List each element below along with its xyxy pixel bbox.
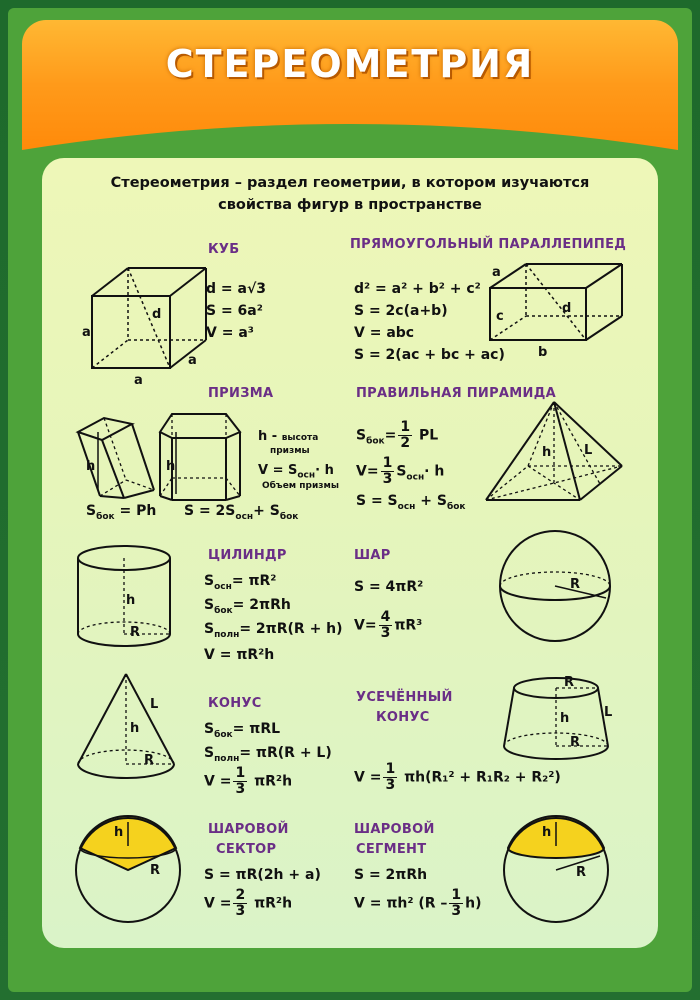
cylinder-label-h: h: [126, 593, 136, 608]
segment-heading-line-2: СЕГМЕНТ: [356, 842, 427, 857]
prism-volume-note: Объем призмы: [262, 481, 339, 491]
segment-label-R: R: [576, 865, 587, 880]
segment-formula-volume: V = πh² (R – $\frac{1}{3}$ h): [354, 887, 482, 919]
sector-formula-area: S = πR(2h + a): [204, 867, 321, 883]
cone-label-R: R: [144, 753, 155, 768]
pyramid-formula-volume: V= $\frac{1}{3}$ $S_{осн}\cdot h$: [356, 455, 445, 487]
cone-formula-lateral: $S_{бок}= \pi RL$: [204, 721, 281, 740]
prism-height-note: призмы: [270, 446, 310, 456]
frustum-label-L: L: [604, 705, 613, 720]
cylinder-label-R: R: [130, 625, 141, 640]
prism-formula-full: $S = 2S_{осн}+ S_{бок}$: [184, 503, 299, 522]
cube-label-a-left: a: [82, 325, 91, 340]
parallelepiped-label-d: d: [562, 301, 572, 316]
pyramid-heading: ПРАВИЛЬНАЯ ПИРАМИДА: [356, 386, 556, 401]
parallelepiped-heading: ПРЯМОУГОЛЬНЫЙ ПАРАЛЛЕПИПЕД: [350, 237, 627, 252]
cone-label-L: L: [150, 697, 159, 712]
frustum-heading-line-1: УСЕЧЁННЫЙ: [356, 690, 453, 705]
frustum-label-R2: R: [570, 735, 581, 750]
poster-title: СТЕРЕОМЕТРИЯ: [165, 42, 535, 86]
cube-label-a-right: a: [188, 353, 197, 368]
sphere-formula-area: S = 4πR²: [354, 579, 424, 595]
cone-formula-volume: V = $\frac{1}{3}$ πR²h: [204, 765, 293, 797]
prism-height-label: h - высота: [258, 429, 319, 444]
frustum-heading-line-2: КОНУС: [376, 710, 430, 725]
cube-label-a-bottom: a: [134, 373, 143, 388]
prism-formula-lateral: $S_{бок} = Ph$: [86, 503, 157, 522]
prism-label-h-1: h: [86, 459, 96, 474]
prism-label-h-2: h: [166, 459, 176, 474]
frustum-label-h: h: [560, 711, 570, 726]
cone-heading: КОНУС: [208, 696, 262, 711]
sphere-heading: ШАР: [354, 548, 391, 563]
frustum-formula-volume: V = $\frac{1}{3}$ πh(R₁² + R₁R₂ + R₂²): [354, 761, 561, 793]
pyramid-formula-full: $S = S_{осн} + S_{бок}$: [356, 493, 466, 512]
cylinder-formula-full: $S_{полн}= 2\pi R(R + h)$: [204, 621, 343, 640]
parallelepiped-formula-area-full: S = 2(ac + bc + ac): [354, 347, 505, 363]
cylinder-heading: ЦИЛИНДР: [208, 548, 287, 563]
parallelepiped-label-b: b: [538, 345, 548, 360]
cylinder-formula-base: $S_{осн}= \pi R^2$: [204, 573, 277, 592]
sector-label-R: R: [150, 863, 161, 878]
sphere-label-R: R: [570, 577, 581, 592]
sector-heading-line-2: СЕКТОР: [216, 842, 277, 857]
parallelepiped-label-a: a: [492, 265, 501, 280]
pyramid-label-h: h: [542, 445, 552, 460]
cube-formula-volume: V = a³: [206, 325, 254, 341]
pyramid-formula-lateral: $S_{бок}=$ $\frac{1}{2}$ PL: [356, 419, 439, 451]
cube-label-d: d: [152, 307, 162, 322]
parallelepiped-formula-diagonal: d² = a² + b² + c²: [354, 281, 481, 297]
cylinder-formula-volume: V = πR²h: [204, 647, 275, 663]
cube-heading: КУБ: [208, 242, 240, 257]
frustum-label-R1: R: [564, 675, 575, 690]
intro-line-2: свойства фигур в пространстве: [218, 197, 482, 213]
sector-heading-line-1: ШАРОВОЙ: [208, 822, 289, 837]
prism-heading: ПРИЗМА: [208, 386, 274, 401]
segment-formula-area: S = 2πRh: [354, 867, 428, 883]
cylinder-formula-lateral: $S_{бок}= 2\pi Rh$: [204, 597, 291, 616]
segment-heading-line-1: ШАРОВОЙ: [354, 822, 435, 837]
intro-line-1: Стереометрия – раздел геометрии, в котором изучаются: [110, 175, 590, 191]
parallelepiped-formula-volume: V = abc: [354, 325, 415, 341]
sector-formula-volume: V = $\frac{2}{3}$ πR²h: [204, 887, 293, 919]
cone-formula-full: $S_{полн}= \pi R(R + L)$: [204, 745, 332, 764]
cube-formula-diagonal: d = a√3: [206, 281, 267, 297]
sphere-formula-volume: V= $\frac{4}{3}$ πR³: [354, 609, 423, 641]
cube-formula-area: S = 6a²: [206, 303, 263, 319]
sector-label-h: h: [114, 825, 124, 840]
prism-formula-volume: $V = S_{осн}\cdot h$: [258, 463, 334, 481]
pyramid-label-L: L: [584, 443, 593, 458]
parallelepiped-label-c: c: [496, 309, 504, 324]
segment-label-h: h: [542, 825, 552, 840]
parallelepiped-formula-area-side: S = 2c(a+b): [354, 303, 448, 319]
cone-label-h: h: [130, 721, 140, 736]
